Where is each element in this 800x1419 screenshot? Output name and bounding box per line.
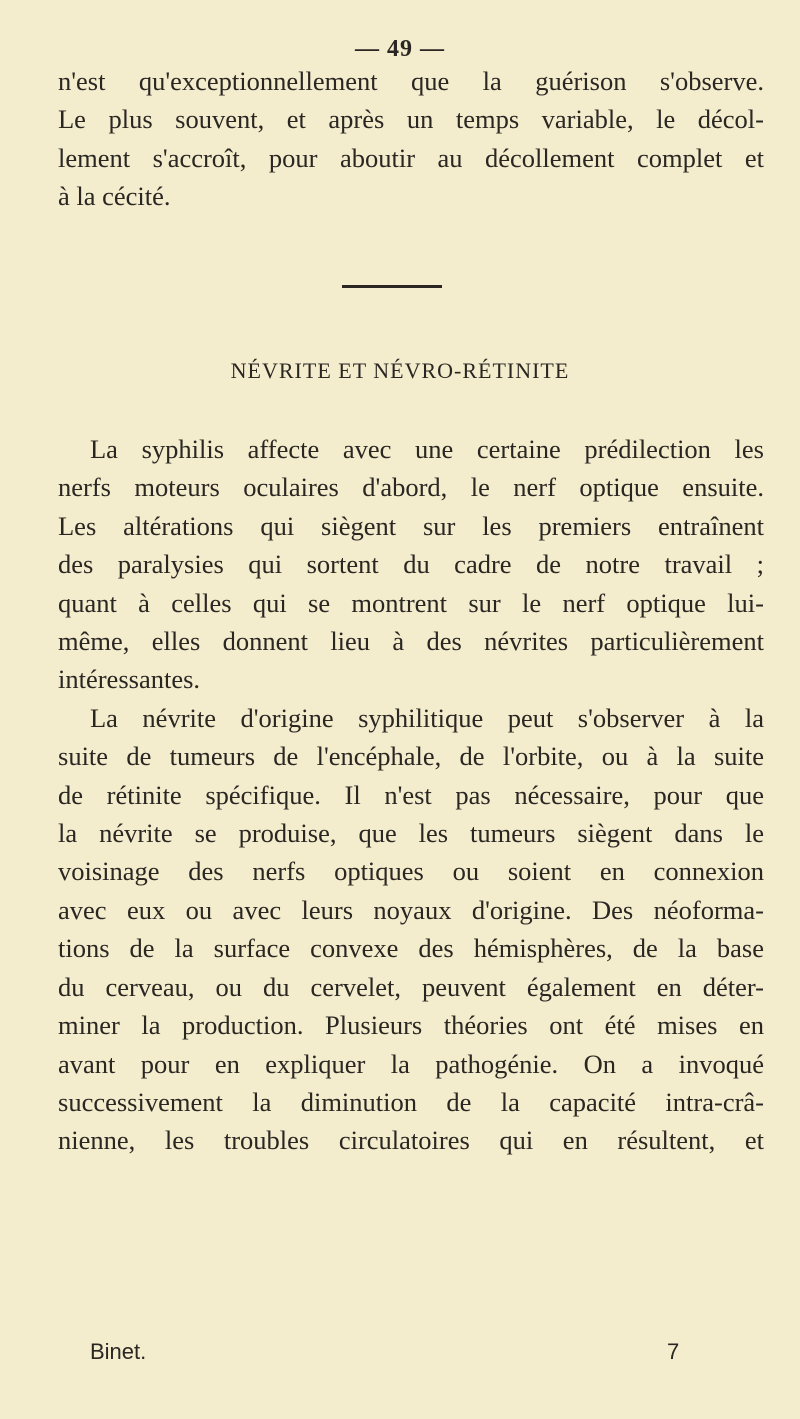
text-line: La névrite d'origine syphilitique peut s'observer à la bbox=[90, 702, 764, 733]
text-line: Le plus souvent, et après un temps variable, le décol- bbox=[58, 104, 764, 135]
section-divider bbox=[342, 285, 442, 288]
text-line: avant pour en expliquer la pathogénie. On a invoqué bbox=[58, 1048, 764, 1079]
text-line: suite de tumeurs de l'encéphale, de l'orbite, ou à la suite bbox=[58, 741, 764, 772]
text-line: à la cécité. bbox=[58, 181, 171, 212]
text-line: nienne, les troubles circulatoires qui en résultent, et bbox=[58, 1125, 764, 1156]
text-line: intéressantes. bbox=[58, 664, 201, 695]
text-line: voisinage des nerfs optiques ou soient en connexion bbox=[58, 856, 764, 887]
text-line: tions de la surface convexe des hémisphères, de la base bbox=[58, 933, 764, 964]
text-line: de rétinite spécifique. Il n'est pas nécessaire, pour que bbox=[58, 779, 764, 810]
text-line: nerfs moteurs oculaires d'abord, le nerf optique ensuite. bbox=[58, 472, 764, 503]
page-number: — 49 — bbox=[355, 36, 445, 62]
text-line: Les altérations qui siègent sur les premiers entraînent bbox=[58, 510, 764, 541]
text-line: du cerveau, ou du cervelet, peuvent également en déter- bbox=[58, 971, 764, 1002]
intro-paragraph bbox=[58, 62, 764, 216]
section-title: NÉVRITE ET NÉVRO-RÉTINITE bbox=[230, 358, 570, 383]
paragraph-2 bbox=[58, 699, 764, 1160]
text-line: même, elles donnent lieu à des névrites particulièrement bbox=[58, 626, 764, 657]
text-line: successivement la diminution de la capacité intra-crâ- bbox=[58, 1086, 764, 1117]
paragraph-1 bbox=[58, 430, 764, 699]
body-text bbox=[58, 430, 764, 1160]
printer-signature: Binet. bbox=[90, 1339, 147, 1364]
sheet-number: 7 bbox=[667, 1339, 680, 1364]
text-line: miner la production. Plusieurs théories ont été mises en bbox=[58, 1010, 764, 1041]
text-line: des paralysies qui sortent du cadre de notre travail ; bbox=[58, 549, 764, 580]
text-line: La syphilis affecte avec une certaine prédilection les bbox=[90, 434, 764, 464]
text-line: la névrite se produise, que les tumeurs siègent dans le bbox=[58, 818, 764, 849]
text-line: avec eux ou avec leurs noyaux d'origine. Des néoforma- bbox=[58, 894, 764, 925]
text-line: n'est qu'exceptionnellement que la guérison s'observe. bbox=[58, 66, 764, 96]
text-line: quant à celles qui se montrent sur le nerf optique lui- bbox=[58, 587, 764, 618]
text-line: lement s'accroît, pour aboutir au décollement complet et bbox=[58, 142, 764, 173]
